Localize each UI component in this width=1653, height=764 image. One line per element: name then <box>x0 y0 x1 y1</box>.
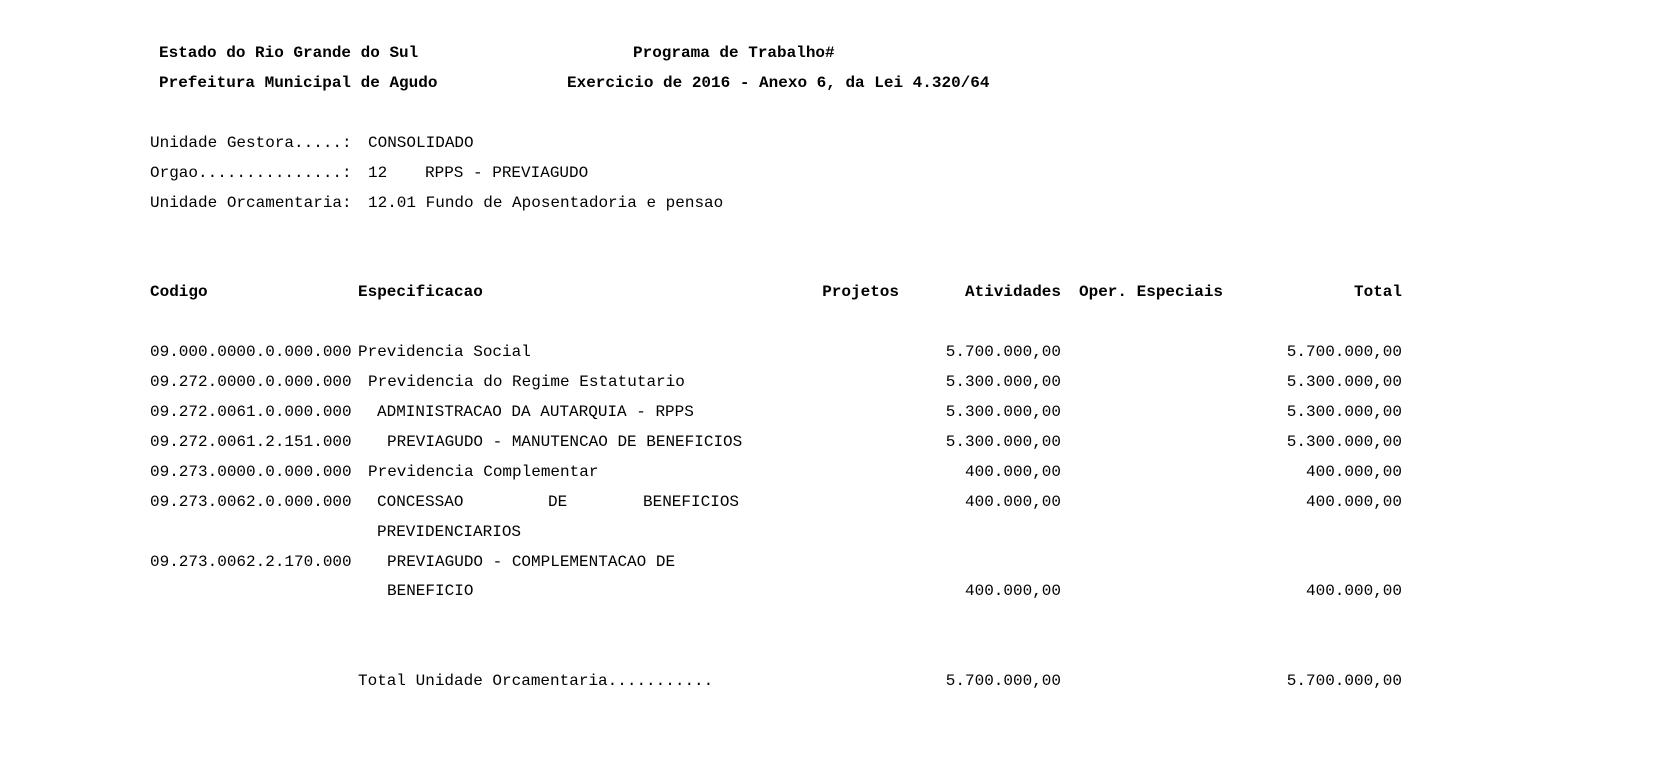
unidade-gestora-label: Unidade Gestora.....: <box>150 134 352 152</box>
row-especificacao-line2: PREVIDENCIARIOS <box>377 523 522 541</box>
col-header-atividades: Atividades <box>964 283 1061 301</box>
row-codigo: 09.273.0062.0.000.000 <box>150 493 352 511</box>
orgao-name: RPPS - PREVIAGUDO <box>425 164 589 182</box>
unidade-orcamentaria-label: Unidade Orcamentaria: <box>150 194 352 212</box>
row-especificacao: Previdencia Complementar <box>368 463 599 481</box>
col-header-oper-especiais: Oper. Especiais <box>1079 283 1224 301</box>
row-codigo: 09.273.0062.2.170.000 <box>150 553 352 571</box>
row-atividades: 400.000,00 <box>964 463 1061 481</box>
totals-total: 5.700.000,00 <box>1286 672 1402 690</box>
col-header-projetos: Projetos <box>822 283 899 301</box>
unidade-gestora-value: CONSOLIDADO <box>368 134 474 152</box>
row-especificacao-line1: PREVIAGUDO - COMPLEMENTACAO DE <box>387 553 676 571</box>
row-especificacao-word: DE <box>548 493 568 511</box>
row-atividades: 400.000,00 <box>964 582 1061 600</box>
totals-label: Total Unidade Orcamentaria........... <box>358 672 714 690</box>
row-especificacao: Previdencia do Regime Estatutario <box>368 373 685 391</box>
row-codigo: 09.273.0000.0.000.000 <box>150 463 352 481</box>
col-header-total: Total <box>1353 283 1402 301</box>
row-codigo: 09.272.0061.0.000.000 <box>150 403 352 421</box>
header-program: Programa de Trabalho# <box>633 44 835 62</box>
header-exercise: Exercicio de 2016 - Anexo 6, da Lei 4.320/64 <box>567 74 990 92</box>
row-especificacao-word: CONCESSAO <box>377 493 464 511</box>
row-total: 5.300.000,00 <box>1286 403 1402 421</box>
row-codigo: 09.272.0061.2.151.000 <box>150 433 352 451</box>
row-atividades: 5.300.000,00 <box>945 433 1061 451</box>
row-total: 5.300.000,00 <box>1286 433 1402 451</box>
orgao-label: Orgao...............: <box>150 164 352 182</box>
row-total: 5.700.000,00 <box>1286 343 1402 361</box>
row-total: 400.000,00 <box>1305 463 1402 481</box>
unidade-orcamentaria-value: 12.01 Fundo de Aposentadoria e pensao <box>368 194 724 212</box>
row-atividades: 5.300.000,00 <box>945 373 1061 391</box>
row-total: 400.000,00 <box>1305 582 1402 600</box>
row-atividades: 5.300.000,00 <box>945 403 1061 421</box>
row-especificacao: Previdencia Social <box>358 343 531 361</box>
header-state: Estado do Rio Grande do Sul <box>159 44 419 62</box>
row-atividades: 400.000,00 <box>964 493 1061 511</box>
row-codigo: 09.000.0000.0.000.000 <box>150 343 352 361</box>
col-header-especificacao: Especificacao <box>358 283 483 301</box>
totals-atividades: 5.700.000,00 <box>945 672 1061 690</box>
row-especificacao: ADMINISTRACAO DA AUTARQUIA - RPPS <box>377 403 694 421</box>
row-total: 400.000,00 <box>1305 493 1402 511</box>
orgao-code: 12 <box>368 164 388 182</box>
col-header-codigo: Codigo <box>150 283 208 301</box>
row-especificacao-line2: BENEFICIO <box>387 582 474 600</box>
row-atividades: 5.700.000,00 <box>945 343 1061 361</box>
row-especificacao: PREVIAGUDO - MANUTENCAO DE BENEFICIOS <box>387 433 743 451</box>
row-total: 5.300.000,00 <box>1286 373 1402 391</box>
row-especificacao-word: BENEFICIOS <box>643 493 740 511</box>
header-prefecture: Prefeitura Municipal de Agudo <box>159 74 438 92</box>
row-codigo: 09.272.0000.0.000.000 <box>150 373 352 391</box>
